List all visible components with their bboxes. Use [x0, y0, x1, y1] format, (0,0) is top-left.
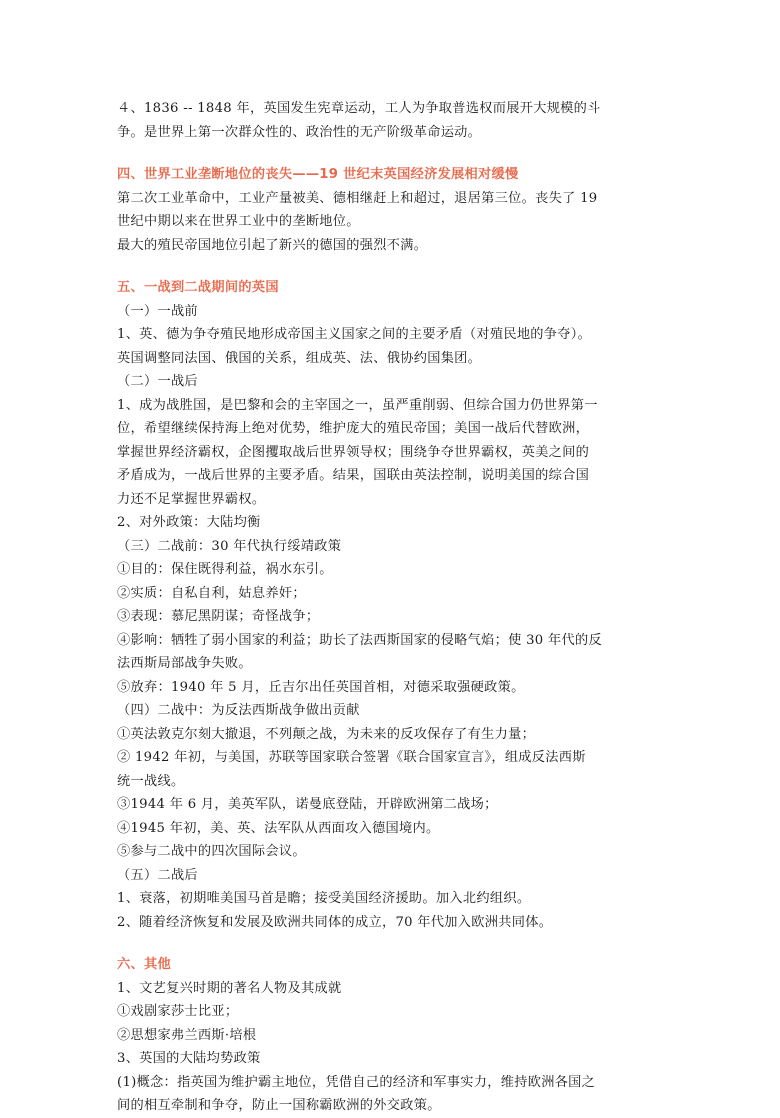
list-item: ①英法敦克尔刻大撤退，不列颠之战，为未来的反攻保存了有生力量； — [117, 726, 536, 742]
paragraph-line: 1、衰落，初期唯美国马首是瞻；接受美国经济援助。加入北约组织。 — [117, 891, 531, 906]
paragraph-line: 位，希望继续保持海上绝对优势，维护庞大的殖民帝国；美国一战后代替欧洲， — [117, 421, 590, 436]
paragraph-line: 1、文艺复兴时期的著名人物及其成就 — [117, 980, 342, 996]
chartism-line-2: 争。是世界上第一次群众性的、政治性的无产阶级革命运动。 — [117, 124, 482, 140]
list-item: ② 1942 年初，与美国，苏联等国家联合签署《联合国家宣言》，组成反法西斯 — [117, 750, 586, 765]
paragraph-line: 1、英、德为争夺殖民地形成帝国主义国家之间的主要矛盾（对殖民地的争夺）。 — [117, 327, 592, 342]
section-5-heading: 五、一战到二战期间的英国 — [117, 280, 279, 295]
paragraph-line: 最大的殖民帝国地位引起了新兴的德国的强烈不满。 — [117, 237, 428, 253]
list-item: ③1944 年 6 月，美英军队，诺曼底登陆，开辟欧洲第二战场； — [117, 797, 498, 812]
list-item: ⑤放弃：1940 年 5 月，丘吉尔出任英国首相，对德采取强硬政策。 — [117, 679, 525, 695]
subheading-after-ww2: （五）二战后 — [117, 867, 198, 883]
list-item: ③表现：慕尼黑阴谋；奇怪战争； — [117, 609, 320, 624]
paragraph-line: 2、对外政策：大陆均衡 — [117, 515, 261, 530]
paragraph-line: 掌握世界经济霸权，企图攫取战后世界领导权；围绕争夺世界霸权，英美之间的 — [117, 444, 590, 460]
list-item: ②思想家弗兰西斯·培根 — [117, 1027, 257, 1043]
paragraph-line: 间的相互牵制和争夺，防止一国称霸欧洲的外交政策。 — [117, 1098, 441, 1113]
list-item: ①目的：保住既得利益，祸水东引。 — [117, 562, 333, 577]
paragraph-line: 世纪中期以来在世界工业中的垄断地位。 — [117, 214, 360, 229]
subheading-prewar: （一）一战前 — [117, 303, 198, 319]
section-4-heading: 四、世界工业垄断地位的丧失——19 世纪末英国经济发展相对缓慢 — [117, 167, 519, 182]
paragraph-line: (1)概念：指英国为维护霸主地位，凭借自己的经济和军事实力，维持欧洲各国之 — [117, 1074, 596, 1090]
paragraph-line: 1、成为战胜国，是巴黎和会的主宰国之一，虽严重削弱、但综合国力仍世界第一 — [117, 397, 598, 413]
paragraph-line: 2、随着经济恢复和发展及欧洲共同体的成立，70 年代加入欧洲共同体。 — [117, 914, 553, 930]
subheading-during-ww2: （四）二战中：为反法西斯战争做出贡献 — [117, 703, 360, 718]
list-item: 法西斯局部战争失败。 — [117, 656, 252, 671]
paragraph-line: 英国调整同法国、俄国的关系，组成英、法、俄协约国集团。 — [117, 350, 482, 366]
list-item: ②实质：自私自利，姑息养奸； — [117, 585, 306, 601]
subheading-before-ww2: （三）二战前：30 年代执行绥靖政策 — [117, 538, 342, 554]
list-item: 统一战线。 — [117, 773, 185, 789]
list-item: ⑤参与二战中的四次国际会议。 — [117, 844, 306, 859]
paragraph-line: 第二次工业革命中，工业产量被美、德相继赶上和超过，退居第三位。丧失了 19 — [117, 190, 598, 206]
paragraph-line: 3、英国的大陆均势政策 — [117, 1051, 261, 1066]
paragraph-line: 力还不足掌握世界霸权。 — [117, 491, 266, 507]
list-item: ④1945 年初，美、英、法军队从西面攻入德国境内。 — [117, 820, 440, 836]
subheading-postwar: （二）一战后 — [117, 374, 198, 389]
list-item: ①戏剧家莎士比亚； — [117, 1004, 239, 1019]
paragraph-line: 矛盾成为，一战后世界的主要矛盾。结果，国联由英法控制，说明美国的综合国 — [117, 468, 590, 483]
chartism-line-1: ４、1836 -- 1848 年，英国发生宪章运动，工人为争取普选权而展开大规模的斗 — [117, 101, 601, 116]
section-6-heading: 六、其他 — [117, 957, 171, 972]
list-item: ④影响：牺牲了弱小国家的利益；助长了法西斯国家的侵略气焰；使 30 年代的反 — [117, 632, 602, 648]
